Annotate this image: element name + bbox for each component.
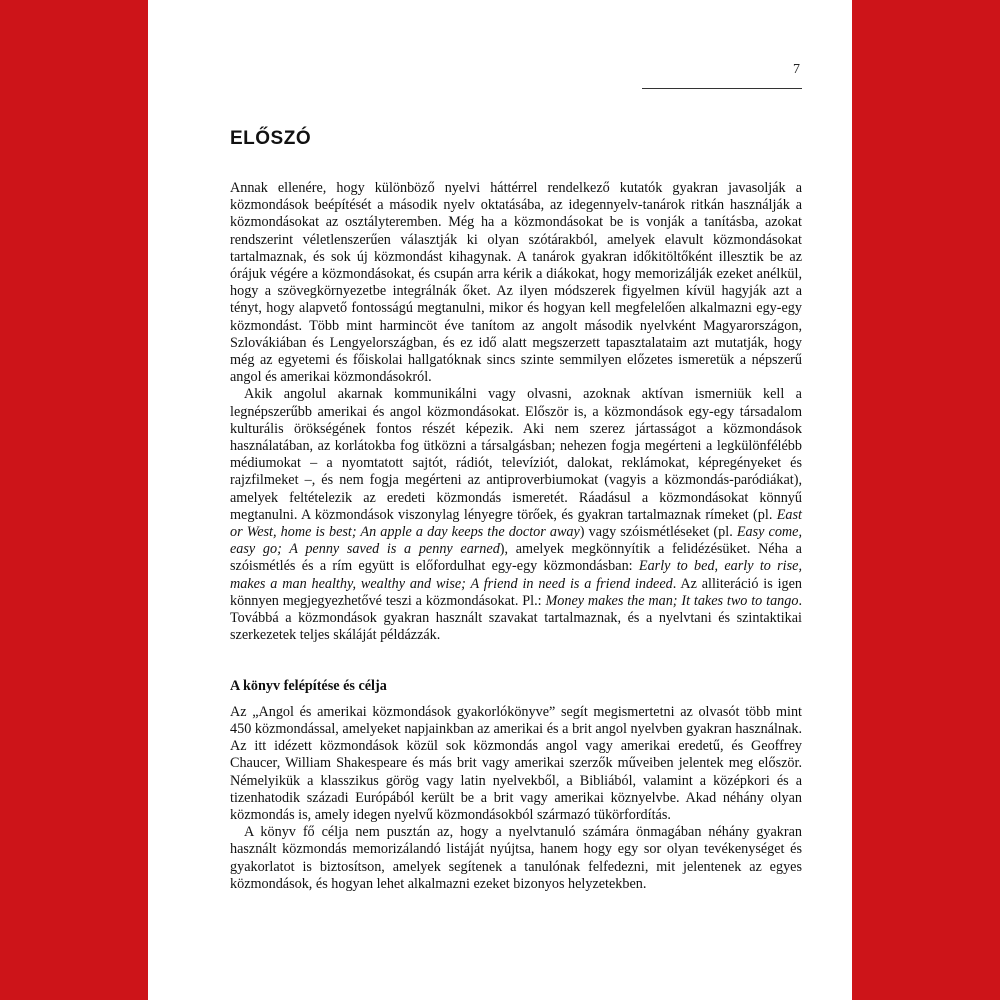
paragraph-2-text-3: ), amelyek megkönnyítik a felidézésüket. Néha a szóismétlés és a rím együtt is előfordulhat egy-egy közmondásban: xyxy=(230,541,802,575)
proverb-example-rhyme-and-repetition: Early to bed, early to rise, makes a man healthy, wealthy and wise; A friend in need is a friend indeed xyxy=(230,558,802,592)
paragraph-2-text-1: Akik angolul akarnak kommunikálni vagy olvasni, azoknak aktívan ismerniük kell a legnépszerűbb amerikai és angol közmondásokat. Először is, a közmondások egy-egy társadalom kulturális örökségének fontos részét képezik. Aki nem szerez jártasságot a közmondások használatában, az korlátokba fog ütközni a társalgásban; nehezen fogja megérteni a legkülönfélébb médiumokat – a nyomtatott sajtót, rádiót, televíziót, dalokat, reklámokat, képregényeket és rajzfilmeket –, és nem fogja megérteni az antiproverbiumokat (vagyis a közmondás-paródiákat), amelyek feltételezik az eredeti közmondás ismeretét. Ráadásul a közmondásokat könnyű megtanulni. A közmondások viszonylag lényegre törőek, és gyakran tartalmaznak rímeket (pl. xyxy=(230,386,802,523)
section-title: A könyv felépítése és célja xyxy=(230,678,387,695)
paragraph-1: Annak ellenére, hogy különböző nyelvi háttérrel rendelkező kutatók gyakran javasolják a közmondások beépítését a második nyelv oktatásába, az idegennyelv-tanárok ritkán használják a közmondásokat az osztályteremben. Még ha a közmondásokat be is vonják a tanításba, azokat rendszerint véletlenszerűen választják ki olyan szótárakból, amelyek elavult közmondásokat tartalmaznak, és sok új közmondást kihagynak. A tanárok gyakran időkitöltőként illesztik be az órájuk végére a közmondásokat, és csupán arra kérik a diákokat, hogy memorizálják ezeket anélkül, hogy a szövegkörnyezetbe integrálnák őket. Az ilyen módszerek figyelmen kívül hagyják azt a tényt, hogy alapvető fontosságú megtanulni, mikor és hogyan kell megfelelően alkalmazni egy-egy közmondást. Több mint harmincöt éve tanítom az angolt második nyelvként Magyarországon, Szlovákiában és Lengyelországban, és ez idő alatt megszerzett tapasztalataim azt mutatják, hogy még az egyetemi és főiskolai hallgatóknak sincs szinte semmilyen előzetes ismeretük a népszerű angol és amerikai közmondásokról. xyxy=(230,180,802,386)
proverb-example-alliteration: Money makes the man; It takes two to tango xyxy=(545,592,799,609)
page-number: 7 xyxy=(793,62,800,77)
proverb-example-repetition: Easy come, easy go; A penny saved is a penny earned xyxy=(230,524,802,558)
book-page xyxy=(148,0,852,1000)
paragraph-2-text-4: . Az alliteráció is igen könnyen megjegyezhetővé teszi a közmondásokat. Pl.: xyxy=(230,575,802,609)
page-header xyxy=(642,62,802,89)
paragraph-4: A könyv fő célja nem pusztán az, hogy a nyelvtanuló számára önmagában néhány gyakran használt közmondás memorizálandó listáját nyújtsa, hanem hogy egy sor olyan tevékenységet és gyakorlatot is biztosítson, amelyek segítenek a tanulónak felfedezni, mit jelentenek az egyes közmondások, és hogyan lehet alkalmazni ezeket bizonyos helyzetekben. xyxy=(230,824,802,892)
paragraph-2 xyxy=(230,386,802,644)
paragraph-2-text-2: ) vagy szóismétléseket (pl. xyxy=(579,524,737,541)
chapter-title: ELŐSZÓ xyxy=(230,128,312,149)
paragraph-2-text-5: . Továbbá a közmondások gyakran használt szavakat tartalmaznak, és a nyelvtani és szintaktikai szerkezetek teljes skáláját példázzák. xyxy=(230,592,802,644)
body-text xyxy=(230,180,802,893)
paragraph-3: Az „Angol és amerikai közmondások gyakorlókönyve” segít megismertetni az olvasót több mint 450 közmondással, amelyeket napjainkban az amerikai és a brit angol nyelvben gyakran használnak. Az itt idézett közmondások közül sok közmondás angol vagy amerikai eredetű, és Geoffrey Chaucer, William Shakespeare és más brit vagy amerikai szerzők műveiben jelentek meg először. Némelyikük a klasszikus görög vagy latin nyelvekből, a Bibliából, valamint a középkori és a tizenhatodik századi Európából került be a brit vagy amerikai köznyelvbe. Akad néhány olyan közmondás is, amely idegen nyelvű közmondásokból származó tükörfordítás. xyxy=(230,703,802,823)
proverb-example-rhymes: East or West, home is best; An apple a day keeps the doctor away xyxy=(230,506,802,541)
